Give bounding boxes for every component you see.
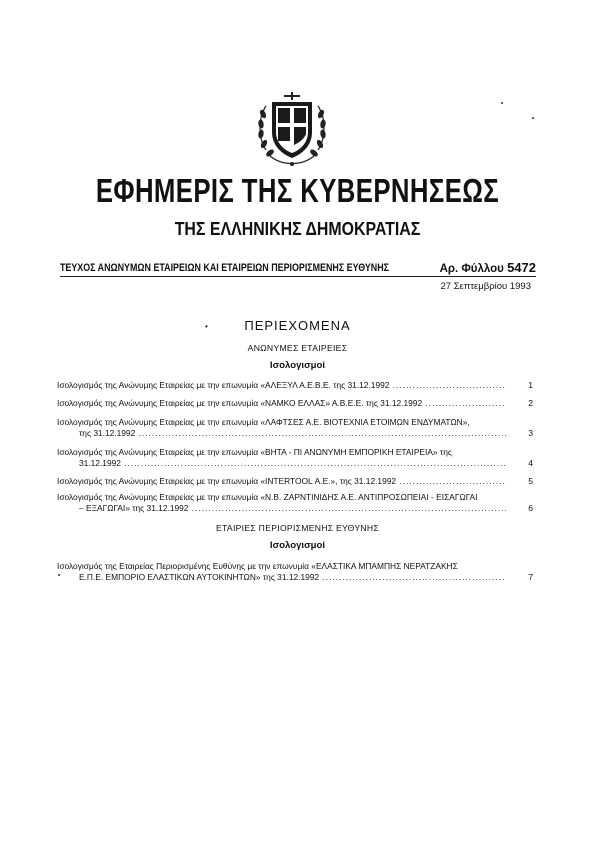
entry-page-number: 6 xyxy=(528,503,533,513)
entry-text-continued: 31.12.1992 ..... xyxy=(57,458,506,469)
contents-entry xyxy=(57,417,506,438)
section-heading-sa: ΑΝΩΝΥΜΕΣ ΕΤΑΙΡΕΙΕΣ xyxy=(247,343,348,353)
entry-page-number: 1 xyxy=(528,380,533,390)
contents-entry xyxy=(57,447,506,468)
issue-header-row xyxy=(60,262,536,277)
bullet-dot: • xyxy=(205,322,208,331)
contents-entry xyxy=(57,476,506,487)
entry-text: Ισολογισμός της Εταιρείας Περιορισμένης Ευθύνης με την επωνυμία «ΕΛΑΣΤΙΚΑ ΜΠΑΜΠΗΣ ΝΕΡΑΤΖΑΚΗΣ xyxy=(57,561,458,571)
sheet-number: 5472 xyxy=(507,260,536,275)
entry-page-number: 4 xyxy=(528,458,533,468)
coat-of-arms-emblem xyxy=(256,90,328,172)
contents-entry xyxy=(57,380,506,391)
entry-page-number: 2 xyxy=(528,398,533,408)
scan-speck xyxy=(58,574,60,576)
section-heading-epe: ΕΤΑΙΡΙΕΣ ΠΕΡΙΟΡΙΣΜΕΝΗΣ ΕΥΘΥΝΗΣ xyxy=(215,523,380,533)
entry-text-continued: – ΕΞΑΓΩΓΑΙ» της 31.12.1992 ..... xyxy=(57,503,506,514)
contents-entry xyxy=(57,492,506,513)
contents-entry xyxy=(57,561,506,582)
entry-page-number: 5 xyxy=(528,476,533,486)
contents-entry xyxy=(57,398,506,409)
contents-title: ΠΕΡΙΕΧΟΜΕΝΑ xyxy=(244,318,351,333)
entry-text: Ισολογισμός της Ανώνυμης Εταιρείας με την επωνυμία «ΑΛΕΞΥΛ Α.Ε.Β.Ε. της 31.12.1992 ..... xyxy=(57,380,506,391)
scan-speck xyxy=(532,117,534,119)
issue-series-label: ΤΕΥΧΟΣ ΑΝΩΝΥΜΩΝ ΕΤΑΙΡΕΙΩΝ ΚΑΙ ΕΤΑΙΡΕΙΩΝ ΠΕΡΙΟΡΙΣΜΕΝΗΣ ΕΥΘΥΝΗΣ xyxy=(60,262,390,274)
masthead-subtitle: ΤΗΣ ΕΛΛΗΝΙΚΗΣ ΔΗΜΟΚΡΑΤΙΑΣ xyxy=(174,218,421,239)
entry-text: Ισολογισμός της Ανώνυμης Εταιρείας με την επωνυμία «ΒΗΤΑ - ΠΙ ΑΝΩΝΥΜΗ ΕΜΠΟΡΙΚΗ ΕΤΑΙΡΕΙΑ» της xyxy=(57,447,452,457)
entry-text: Ισολογισμός της Ανώνυμης Εταιρείας με την επωνυμία «Ν.Β. ΖΑΡΝΤΙΝΙΔΗΣ Α.Ε. ΑΝΤΙΠΡΟΣΩΠΕΙΑΙ - ΕΙΣΑΓΩΓΑΙ xyxy=(57,492,478,502)
entry-text: Ισολογισμός της Ανώνυμης Εταιρείας με την επωνυμία «ΝΑΜΚΟ ΕΛΛΑΣ» Α.Β.Ε.Ε. της 31.12.1992 ..... xyxy=(57,398,506,409)
entry-text-continued: Ε.Π.Ε. ΕΜΠΟΡΙΟ ΕΛΑΣΤΙΚΩΝ ΑΥΤΟΚΙΝΗΤΩΝ» της 31.12.1992 ..... xyxy=(57,572,506,583)
entry-page-number: 3 xyxy=(528,428,533,438)
sheet-number-label: Αρ. Φύλλου xyxy=(439,263,504,275)
entry-page-number: 7 xyxy=(528,572,533,582)
issue-date: 27 Σεπτεμβρίου 1993 xyxy=(440,281,531,292)
masthead-title: ΕΦΗΜΕΡΙΣ ΤΗΣ ΚΥΒΕΡΝΗΣΕΩΣ xyxy=(95,172,500,209)
section-subheading-sa: Ισολογισμοί xyxy=(269,360,326,371)
sheet-number-group xyxy=(440,260,536,275)
entry-text: Ισολογισμός της Ανώνυμης Εταιρείας με την επωνυμία «INTERTOOL Α.Ε.», της 31.12.1992 ..... xyxy=(57,476,506,487)
entry-text: Ισολογισμός της Ανώνυμης Εταιρείας με την επωνυμία «ΛΑΦΤΣΕΣ Α.Ε. ΒΙΟΤΕΧΝΙΑ ΕΤΟΙΜΩΝ ΕΝΔΥΜΑΤΩΝ», xyxy=(57,417,470,427)
entry-text-continued: της 31.12.1992 ..... xyxy=(57,428,506,439)
scan-speck xyxy=(501,102,503,104)
section-subheading-epe: Ισολογισμοί xyxy=(269,540,326,551)
